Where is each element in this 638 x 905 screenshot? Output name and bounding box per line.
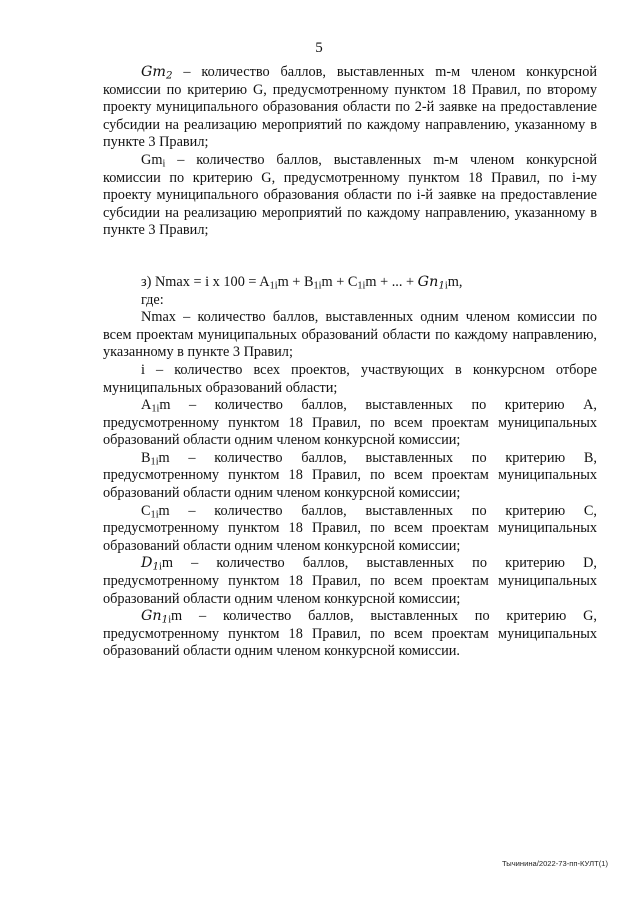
definition-text: m – количество баллов, выставленных по критерию G, предусмотренному пунктом 18 Правил, по всем проектам муниципальных образований области одним членом конкурсной комиссии. [103, 608, 597, 660]
footer-document-code: Тычинина/2022-73-пп-КУЛТ(1) [501, 859, 608, 868]
term-subscript: 1 [161, 613, 169, 626]
formula-b-idx: i [318, 280, 322, 292]
definition-text: – количество баллов, выставленных m-м членом конкурсной комиссии по критерию G, предусмотренному пунктом 18 Правил, по второму проекту муниципального образования области по 2-й заявке на предоставление субсидии на реализацию мероприятий по каждому направлению, указанному в пункте 3 Правил; [103, 64, 597, 151]
formula-gn-m: m, [447, 273, 463, 290]
page-number: 5 [315, 40, 323, 56]
formula-gn-sub: 1 [438, 279, 445, 292]
term-subscript: 1 [151, 403, 157, 415]
definition-paragraph-i [103, 362, 597, 397]
formula-c-sub: 1 [357, 280, 363, 292]
definition-paragraph-gn [103, 608, 597, 661]
term-a: A [141, 397, 152, 414]
where-label: где: [141, 291, 164, 308]
definition-text: m – количество баллов, выставленных по критерию А, предусмотренному пунктом 18 Правил, по всем проектам муниципальных образований области одним членом конкурсной комиссии; [103, 397, 597, 449]
definition-text: m – количество баллов, выставленных по критерию В, предусмотренному пунктом 18 Правил, по всем проектам муниципальных образований области одним членом конкурсной комиссии; [103, 449, 597, 502]
formula-a-idx: i [274, 280, 278, 292]
term-subscript: 1 [150, 509, 156, 521]
formula-c: C [347, 273, 358, 290]
definition-paragraph-b [103, 450, 597, 503]
formula-b-m: m + [321, 273, 348, 290]
formula-c-idx: i [362, 280, 366, 292]
spacer [103, 240, 597, 274]
definition-paragraph-gm2 [103, 64, 597, 152]
term-b: B [141, 449, 151, 466]
definition-paragraph-c [103, 503, 597, 556]
term-subscript: 1 [150, 456, 156, 468]
definition-paragraph-a [103, 397, 597, 450]
term-subscript: 1 [152, 561, 160, 573]
definition-text: i – количество всех проектов, участвующих в конкурсном отборе муниципальных образований области; [103, 361, 597, 396]
term-gm: Gm [141, 151, 163, 168]
definition-paragraph-nmax [103, 309, 597, 362]
formula-a: A [259, 273, 270, 290]
term-index: i [155, 456, 159, 468]
formula-gn-idx: i [444, 280, 448, 292]
term-c: C [141, 502, 151, 519]
definition-paragraph-d [103, 555, 597, 608]
term-gn: Gn [141, 608, 162, 625]
formula-a-sub: 1 [269, 280, 275, 292]
definition-text: Nmax – количество баллов, выставленных одним членом комиссии по всем проектам муниципальных образований области по каждому направлению, указанному в пункте 3 Правил; [103, 309, 597, 361]
formula-c-m: m + ... + [365, 273, 418, 290]
term-index: i [156, 403, 160, 415]
formula-prefix: з) Nmax = i x 100 = [141, 273, 260, 290]
definition-text: m – количество баллов, выставленных по критерию С, предусмотренному пунктом 18 Правил, по всем проектам муниципальных образований области одним членом конкурсной комиссии; [103, 502, 597, 554]
definition-paragraph-gmi [103, 152, 597, 240]
formula-b: B [303, 273, 314, 290]
definition-text: m – количество баллов, выставленных по критерию D, предусмотренному пунктом 18 Правил, по всем проектам муниципальных образований области одним членом конкурсной комиссии; [103, 555, 597, 607]
term-d: D [141, 555, 153, 572]
term-index: i [155, 509, 159, 521]
formula-b-sub: 1 [313, 280, 319, 292]
formula-gn: Gn [417, 273, 439, 290]
term-gm: Gm [141, 64, 166, 80]
definition-text: – количество баллов, выставленных m-м членом конкурсной комиссии по критерию G, предусмотренному пунктом 18 Правил, по i-му проекту муниципального образования области по i-й заявке на предоставление субсидии на реализацию мероприятий по каждому направлению, указанному в пункте 3 Правил; [103, 151, 597, 239]
term-subscript: 2 [165, 69, 173, 82]
formula-a-m: m + [277, 273, 304, 290]
term-index: i [159, 562, 162, 573]
term-subscript: i [162, 158, 166, 170]
document-body [103, 64, 597, 661]
nmax-formula [103, 274, 597, 292]
term-index: i [168, 614, 172, 626]
